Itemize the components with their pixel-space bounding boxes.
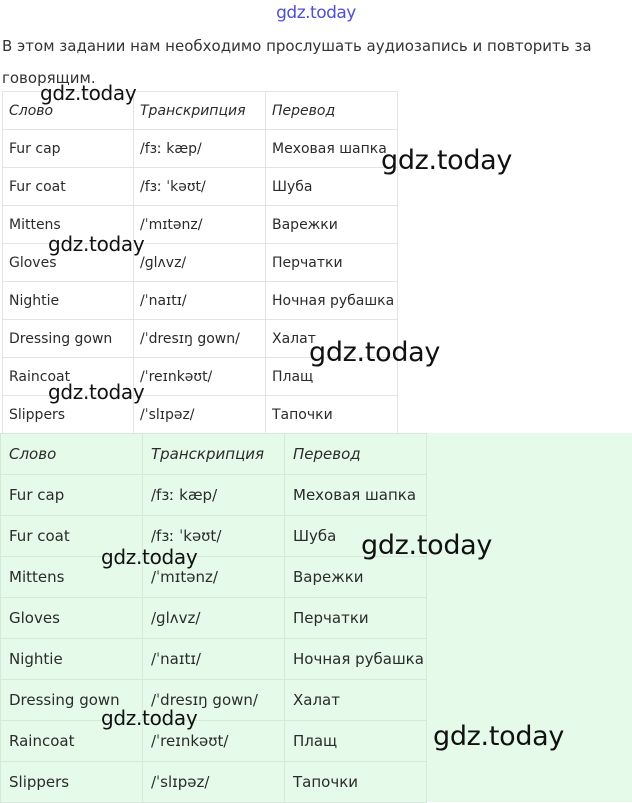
header-translation: Перевод	[266, 92, 398, 130]
table-row	[1, 762, 427, 803]
cell-translation: Шуба	[266, 168, 398, 206]
watermark: gdz.today	[381, 145, 513, 176]
cell-transcription: /ˈdresɪŋ gown/	[134, 320, 266, 358]
cell-word: Gloves	[1, 598, 143, 639]
cell-transcription: /ˈreɪnkəʊt/	[134, 358, 266, 396]
cell-transcription: /ˈslɪpəz/	[143, 762, 285, 803]
cell-transcription: /ˈdresɪŋ gown/	[143, 680, 285, 721]
table-row	[1, 639, 427, 680]
cell-transcription: /fɜː ˈkəʊt/	[134, 168, 266, 206]
table-row	[1, 557, 427, 598]
cell-translation: Ночная рубашка	[285, 639, 427, 680]
header-word: Слово	[3, 92, 134, 130]
header-transcription: Транскрипция	[143, 434, 285, 475]
cell-word: Nightie	[1, 639, 143, 680]
watermark: gdz.today	[40, 81, 137, 105]
watermark: gdz.today	[101, 706, 198, 730]
cell-transcription: /ˈreɪnkəʊt/	[143, 721, 285, 762]
cell-translation: Варежки	[266, 206, 398, 244]
cell-word: Dressing gown	[1, 680, 143, 721]
cell-word: Slippers	[3, 396, 134, 434]
header-translation: Перевод	[285, 434, 427, 475]
cell-word: Mittens	[1, 557, 143, 598]
table-row	[3, 282, 398, 320]
cell-translation: Меховая шапка	[266, 130, 398, 168]
cell-transcription: /ˈmɪtənz/	[143, 557, 285, 598]
table-row	[1, 721, 427, 762]
cell-translation: Тапочки	[285, 762, 427, 803]
cell-translation: Плащ	[266, 358, 398, 396]
cell-word: Fur coat	[1, 516, 143, 557]
cell-transcription: /ɡlʌvz/	[143, 598, 285, 639]
cell-translation: Варежки	[285, 557, 427, 598]
cell-translation: Шуба	[285, 516, 427, 557]
cell-translation: Халат	[285, 680, 427, 721]
cell-transcription: /ˈslɪpəz/	[134, 396, 266, 434]
cell-translation: Перчатки	[285, 598, 427, 639]
watermark: gdz.today	[48, 380, 145, 404]
cell-transcription: /fɜː kæp/	[143, 475, 285, 516]
cell-word: Raincoat	[3, 358, 134, 396]
cell-word: Fur cap	[1, 475, 143, 516]
cell-word: Dressing gown	[3, 320, 134, 358]
cell-transcription: /ˈmɪtənz/	[134, 206, 266, 244]
header-word: Слово	[1, 434, 143, 475]
cell-word: Raincoat	[1, 721, 143, 762]
cell-translation: Халат	[266, 320, 398, 358]
cell-transcription: /fɜː ˈkəʊt/	[143, 516, 285, 557]
cell-word: Fur coat	[3, 168, 134, 206]
vocabulary-table-highlighted	[0, 433, 427, 803]
cell-transcription: /ˈnaɪtɪ/	[134, 282, 266, 320]
header-transcription: Транскрипция	[134, 92, 266, 130]
watermark: gdz.today	[101, 545, 198, 569]
table-row	[3, 130, 398, 168]
table-row	[1, 598, 427, 639]
cell-translation: Тапочки	[266, 396, 398, 434]
table-row	[1, 680, 427, 721]
cell-word: Mittens	[3, 206, 134, 244]
task-intro-text: В этом задании нам необходимо прослушать аудиозапись и повторить за говорящим.	[2, 37, 592, 87]
table-row	[3, 168, 398, 206]
cell-transcription: /fɜː kæp/	[134, 130, 266, 168]
watermark: gdz.today	[433, 721, 565, 752]
cell-transcription: /ˈnaɪtɪ/	[143, 639, 285, 680]
cell-translation: Меховая шапка	[285, 475, 427, 516]
watermark: gdz.today	[48, 232, 145, 256]
watermark: gdz.today	[309, 337, 441, 368]
cell-word: Slippers	[1, 762, 143, 803]
watermark: gdz.today	[361, 530, 493, 561]
table-row	[1, 475, 427, 516]
cell-translation: Перчатки	[266, 244, 398, 282]
cell-word: Fur cap	[3, 130, 134, 168]
cell-translation: Плащ	[285, 721, 427, 762]
table-header-row	[1, 434, 427, 475]
cell-word: Gloves	[3, 244, 134, 282]
site-logo[interactable]: gdz.today	[276, 3, 356, 23]
cell-transcription: /ɡlʌvz/	[134, 244, 266, 282]
cell-translation: Ночная рубашка	[266, 282, 398, 320]
cell-word: Nightie	[3, 282, 134, 320]
